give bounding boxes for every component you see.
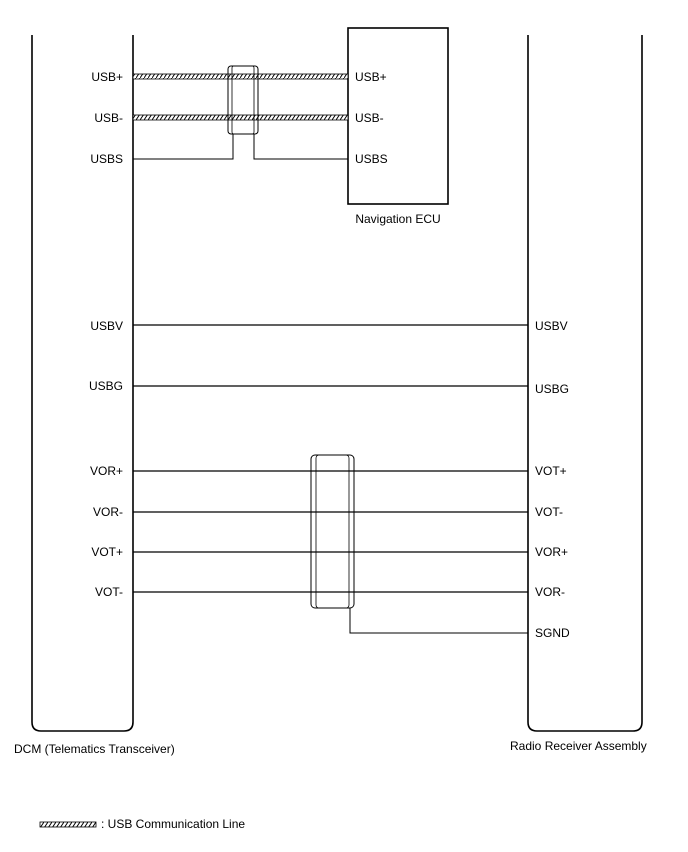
legend-usb-line-swatch — [40, 822, 96, 827]
dcm-pin-vor-minus: VOR- — [93, 505, 123, 519]
radio-pin-vor-plus: VOR+ — [535, 545, 569, 559]
nav-pin-usb-plus: USB+ — [355, 70, 387, 84]
dcm-pin-vot-plus: VOT+ — [91, 545, 123, 559]
dcm-label: DCM (Telematics Transceiver) — [14, 742, 175, 756]
usb-plus-line — [133, 74, 348, 79]
legend-label: : USB Communication Line — [101, 817, 246, 831]
usbs-wire — [133, 134, 233, 159]
radio-label: Radio Receiver Assembly — [510, 739, 647, 753]
radio-pin-vor-minus: VOR- — [535, 585, 565, 599]
radio-pin-vot-minus: VOT- — [535, 505, 564, 519]
radio-pin-usbv: USBV — [535, 319, 568, 333]
dcm-pin-vot-minus: VOT- — [94, 585, 123, 599]
radio-pin-sgnd: SGND — [535, 626, 570, 640]
dcm-pin-usb-minus: USB- — [94, 111, 123, 125]
navigation-ecu-label: Navigation ECU — [355, 212, 441, 226]
radio-pin-usbg: USBG — [535, 382, 570, 396]
lower-shield-inner — [316, 455, 349, 608]
radio-pin-vot-plus: VOT+ — [535, 464, 567, 478]
dcm-pin-usbg: USBG — [88, 379, 123, 393]
lower-shield — [311, 455, 354, 608]
nav-pin-usbs: USBS — [355, 152, 388, 166]
dcm-pin-vor-plus: VOR+ — [89, 464, 123, 478]
usbs-nav-wire — [254, 134, 348, 159]
sgnd-wire — [350, 608, 528, 633]
dcm-pin-usb-plus: USB+ — [91, 70, 123, 84]
dcm-pin-usbs: USBS — [90, 152, 123, 166]
nav-pin-usb-minus: USB- — [355, 111, 384, 125]
usb-minus-line — [133, 115, 348, 120]
dcm-pin-usbv: USBV — [90, 319, 123, 333]
